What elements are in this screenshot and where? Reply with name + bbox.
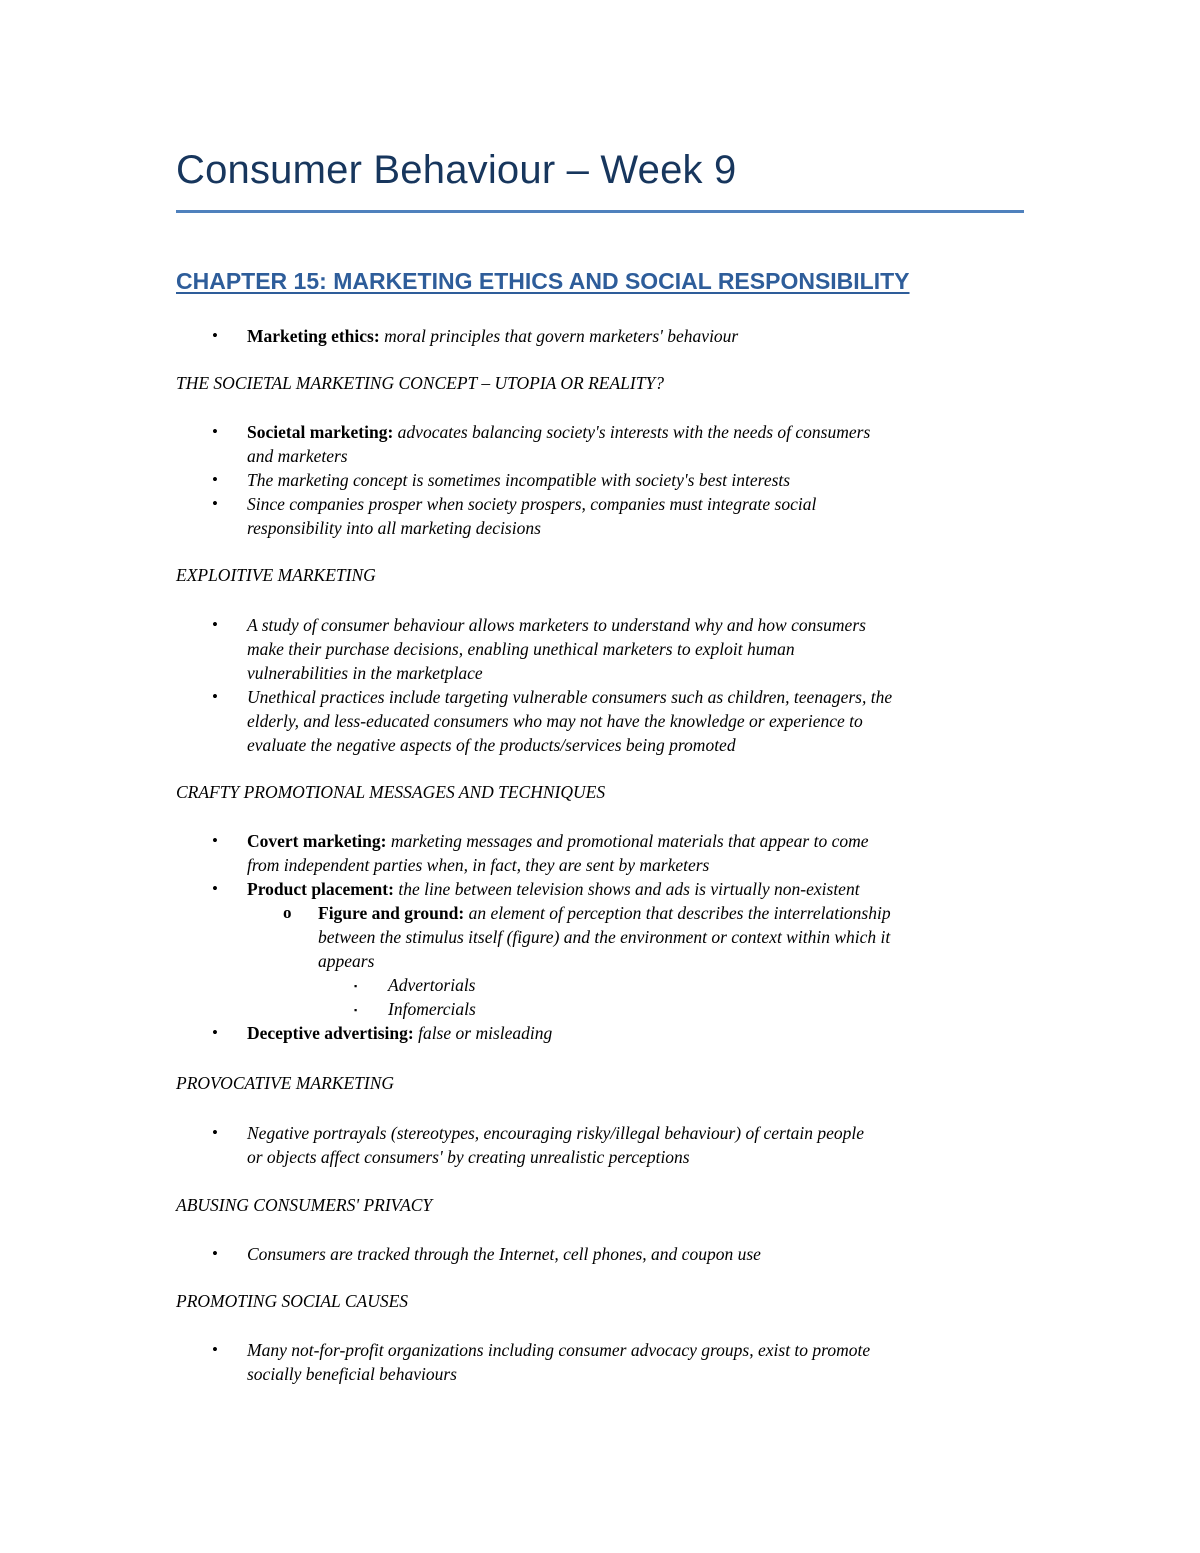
list-item: • Negative portrayals (stereotypes, encouraging risky/illegal behaviour) of certain people or objects affect consumers' by creating unrealistic perceptions [212,1123,865,1167]
provocative-list [0,1121,864,1169]
term: Deceptive advertising: [247,1023,414,1043]
section-heading: ABUSING CONSUMERS' PRIVACY [176,1195,433,1215]
section-heading: PROVOCATIVE MARKETING [176,1073,395,1093]
bullet-icon: • [212,470,218,489]
list-item: • Covert marketing: marketing messages and promotional materials that appear to come from independent parties when, in fact, they are sent by marketers [212,831,869,875]
list-item: • Many not-for-profit organizations including consumer advocacy groups, exist to promote socially beneficial behaviours [212,1340,871,1384]
list-item: • Product placement: the line between television shows and ads is virtually non-existent [212,879,860,899]
bullet-icon: • [212,1123,218,1142]
list-item: ▪ Infomercials [0,997,891,1021]
section-heading: EXPLOITIVE MARKETING [176,565,376,585]
list-item: • Unethical practices include targeting vulnerable consumers such as children, teenagers, the elderly, and less-educated consumers who may not have the knowledge or experience to evaluate the negative aspects of the products/services being promoted [212,687,893,755]
list-item: o Figure and ground: an element of perception that describes the interrelationship between the stimulus itself (figure) and the environment or context within which it appears [283,903,891,971]
crafty-list [0,829,891,1045]
social-list [0,1338,870,1386]
term: Covert marketing: [247,831,387,851]
term: Figure and ground: [318,903,465,923]
bullet-icon: • [212,1340,218,1359]
list-item: • Marketing ethics: moral principles that govern marketers' behaviour [212,326,739,346]
bullet-icon: • [212,687,218,706]
term: Product placement: [247,879,394,899]
list-item: • A study of consumer behaviour allows marketers to understand why and how consumers make their purchase decisions, enabling unethical marketers to exploit human vulnerabilities in the marketplace [212,615,866,683]
list-item: • Since companies prosper when society prospers, companies must integrate social responsibility into all marketing decisions [212,494,817,538]
list-item: ▪ Advertorials [0,973,891,997]
bullet-icon: • [212,326,218,345]
term: Marketing ethics: [247,326,380,346]
bullet-icon: • [212,615,218,634]
list-item: • Deceptive advertising: false or misleading [212,1023,553,1043]
bullet-icon: • [212,831,218,850]
bullet-icon: • [212,494,218,513]
section-heading: PROMOTING SOCIAL CAUSES [176,1291,409,1311]
square-bullet-icon: ▪ [354,1005,358,1015]
ethics-list [0,324,738,348]
bullet-icon: • [212,1244,218,1263]
list-item: • The marketing concept is sometimes incompatible with society's best interests [212,470,791,490]
section-heading: THE SOCIETAL MARKETING CONCEPT – UTOPIA OR REALITY? [176,373,664,393]
privacy-list [0,1242,761,1266]
section-heading: CRAFTY PROMOTIONAL MESSAGES AND TECHNIQUES [176,782,606,802]
title-underline [176,210,1024,213]
square-bullet-icon: ▪ [354,981,358,991]
circle-bullet-icon: o [283,903,292,922]
list-item: • Societal marketing: advocates balancing society's interests with the needs of consumers and marketers [212,422,871,466]
chapter-heading: CHAPTER 15: MARKETING ETHICS AND SOCIAL RESPONSIBILITY [176,268,910,294]
document-title: Consumer Behaviour – Week 9 [176,148,737,192]
term: Societal marketing: [247,422,394,442]
bullet-icon: • [212,879,218,898]
bullet-icon: • [212,422,218,441]
bullet-icon: • [212,1023,218,1042]
societal-list [0,420,870,540]
exploitive-list [0,613,892,757]
list-item: • Consumers are tracked through the Internet, cell phones, and coupon use [212,1244,761,1264]
